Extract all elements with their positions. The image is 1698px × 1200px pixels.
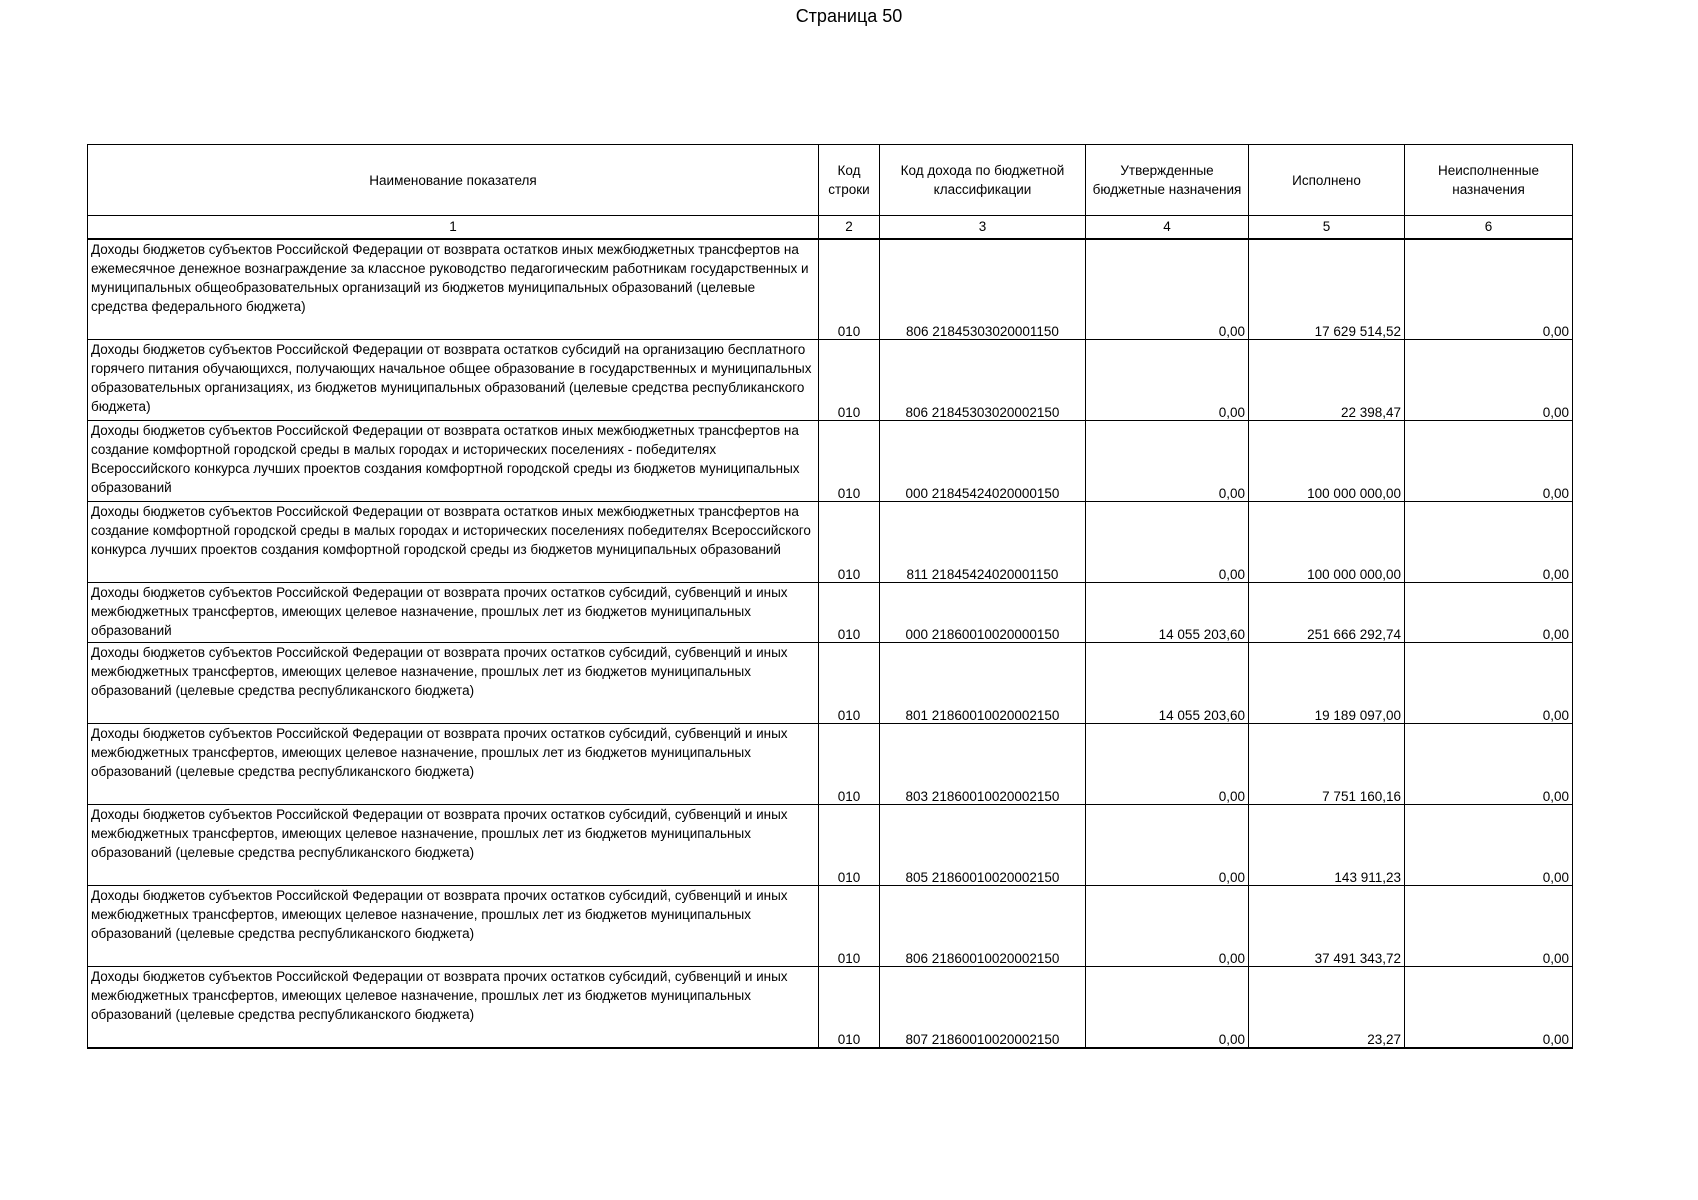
row-executed: 100 000 000,00 (1249, 502, 1405, 583)
row-line-code: 010 (819, 643, 880, 724)
column-number: 6 (1405, 216, 1573, 239)
row-name: Доходы бюджетов субъектов Российской Федерации от возврата прочих остатков субсидий, субвенций и иных межбюджетных трансфертов, имеющих целевое назначение, прошлых лет из бюджетов муниципальных образований (целевые средства республиканского бюджета) (88, 724, 819, 805)
table-row (88, 724, 1573, 805)
header-row (88, 145, 1573, 216)
row-approved: 0,00 (1086, 502, 1249, 583)
row-kbk: 805 21860010020002150 (880, 805, 1086, 886)
row-name: Доходы бюджетов субъектов Российской Федерации от возврата прочих остатков субсидий, субвенций и иных межбюджетных трансфертов, имеющих целевое назначение, прошлых лет из бюджетов муниципальных образований (88, 583, 819, 643)
row-kbk: 806 21845303020002150 (880, 340, 1086, 421)
column-number: 3 (880, 216, 1086, 239)
row-line-code: 010 (819, 967, 880, 1048)
column-number: 2 (819, 216, 880, 239)
row-executed: 23,27 (1249, 967, 1405, 1048)
row-unexecuted: 0,00 (1405, 724, 1573, 805)
header-name: Наименование показателя (88, 145, 819, 216)
row-executed: 251 666 292,74 (1249, 583, 1405, 643)
table-row (88, 805, 1573, 886)
row-kbk: 806 21860010020002150 (880, 886, 1086, 967)
row-kbk: 806 21845303020001150 (880, 239, 1086, 340)
row-line-code: 010 (819, 805, 880, 886)
header-line-code: Код строки (819, 145, 880, 216)
row-unexecuted: 0,00 (1405, 340, 1573, 421)
page-number-label: Страница 50 (795, 6, 903, 26)
row-executed: 143 911,23 (1249, 805, 1405, 886)
table-row (88, 421, 1573, 502)
table-row (88, 967, 1573, 1048)
row-name: Доходы бюджетов субъектов Российской Федерации от возврата остатков субсидий на организацию бесплатного горячего питания обучающихся, получающих начальное общее образование в государственных и муниципальных образовательных организациях, из бюджетов муниципальных образований (целевые средства республиканского бюджета) (88, 340, 819, 421)
table-row (88, 340, 1573, 421)
table-row (88, 643, 1573, 724)
row-executed: 22 398,47 (1249, 340, 1405, 421)
row-kbk: 811 21845424020001150 (880, 502, 1086, 583)
row-executed: 19 189 097,00 (1249, 643, 1405, 724)
row-line-code: 010 (819, 502, 880, 583)
header-unexecuted: Неисполненные назначения (1405, 145, 1573, 216)
table-row (88, 886, 1573, 967)
row-approved: 0,00 (1086, 724, 1249, 805)
header-kbk: Код дохода по бюджетной классификации (880, 145, 1086, 216)
row-name: Доходы бюджетов субъектов Российской Федерации от возврата остатков иных межбюджетных трансфертов на создание комфортной городской среды в малых городах и исторических поселениях - победителях Всероссийского конкурса лучших проектов создания комфортной городской среды из бюджетов муниципальных образований (88, 421, 819, 502)
row-kbk: 000 21860010020000150 (880, 583, 1086, 643)
row-approved: 0,00 (1086, 886, 1249, 967)
row-unexecuted: 0,00 (1405, 583, 1573, 643)
row-line-code: 010 (819, 724, 880, 805)
row-kbk: 000 21845424020000150 (880, 421, 1086, 502)
row-unexecuted: 0,00 (1405, 502, 1573, 583)
row-line-code: 010 (819, 886, 880, 967)
row-approved: 0,00 (1086, 239, 1249, 340)
column-number-row (88, 216, 1573, 239)
row-kbk: 801 21860010020002150 (880, 643, 1086, 724)
row-approved: 14 055 203,60 (1086, 583, 1249, 643)
row-unexecuted: 0,00 (1405, 643, 1573, 724)
row-executed: 17 629 514,52 (1249, 239, 1405, 340)
table-row (88, 239, 1573, 340)
row-name: Доходы бюджетов субъектов Российской Федерации от возврата остатков иных межбюджетных трансфертов на ежемесячное денежное вознаграждение за классное руководство педагогическим работникам государственных и муниципальных общеобразовательных организаций из бюджетов муниципальных образований (целевые средства федерального бюджета) (88, 239, 819, 340)
column-number: 4 (1086, 216, 1249, 239)
row-name: Доходы бюджетов субъектов Российской Федерации от возврата прочих остатков субсидий, субвенций и иных межбюджетных трансфертов, имеющих целевое назначение, прошлых лет из бюджетов муниципальных образований (целевые средства республиканского бюджета) (88, 643, 819, 724)
row-approved: 0,00 (1086, 967, 1249, 1048)
row-unexecuted: 0,00 (1405, 421, 1573, 502)
header-approved: Утвержденные бюджетные назначения (1086, 145, 1249, 216)
row-approved: 0,00 (1086, 340, 1249, 421)
row-name: Доходы бюджетов субъектов Российской Федерации от возврата прочих остатков субсидий, субвенций и иных межбюджетных трансфертов, имеющих целевое назначение, прошлых лет из бюджетов муниципальных образований (целевые средства республиканского бюджета) (88, 886, 819, 967)
row-approved: 0,00 (1086, 421, 1249, 502)
table-row (88, 502, 1573, 583)
budget-execution-table (87, 144, 1573, 1049)
row-executed: 37 491 343,72 (1249, 886, 1405, 967)
column-number: 5 (1249, 216, 1405, 239)
row-name: Доходы бюджетов субъектов Российской Федерации от возврата остатков иных межбюджетных трансфертов на создание комфортной городской среды в малых городах и исторических поселениях победителях Всероссийского конкурса лучших проектов создания комфортной городской среды из бюджетов муниципальных образований (88, 502, 819, 583)
column-number: 1 (88, 216, 819, 239)
row-line-code: 010 (819, 239, 880, 340)
row-executed: 100 000 000,00 (1249, 421, 1405, 502)
table-row (88, 583, 1573, 643)
row-approved: 0,00 (1086, 805, 1249, 886)
row-kbk: 807 21860010020002150 (880, 967, 1086, 1048)
row-kbk: 803 21860010020002150 (880, 724, 1086, 805)
row-executed: 7 751 160,16 (1249, 724, 1405, 805)
header-executed: Исполнено (1249, 145, 1405, 216)
row-line-code: 010 (819, 421, 880, 502)
row-line-code: 010 (819, 583, 880, 643)
row-unexecuted: 0,00 (1405, 967, 1573, 1048)
row-name: Доходы бюджетов субъектов Российской Федерации от возврата прочих остатков субсидий, субвенций и иных межбюджетных трансфертов, имеющих целевое назначение, прошлых лет из бюджетов муниципальных образований (целевые средства республиканского бюджета) (88, 967, 819, 1048)
row-line-code: 010 (819, 340, 880, 421)
row-unexecuted: 0,00 (1405, 805, 1573, 886)
row-unexecuted: 0,00 (1405, 886, 1573, 967)
row-unexecuted: 0,00 (1405, 239, 1573, 340)
row-name: Доходы бюджетов субъектов Российской Федерации от возврата прочих остатков субсидий, субвенций и иных межбюджетных трансфертов, имеющих целевое назначение, прошлых лет из бюджетов муниципальных образований (целевые средства республиканского бюджета) (88, 805, 819, 886)
row-approved: 14 055 203,60 (1086, 643, 1249, 724)
